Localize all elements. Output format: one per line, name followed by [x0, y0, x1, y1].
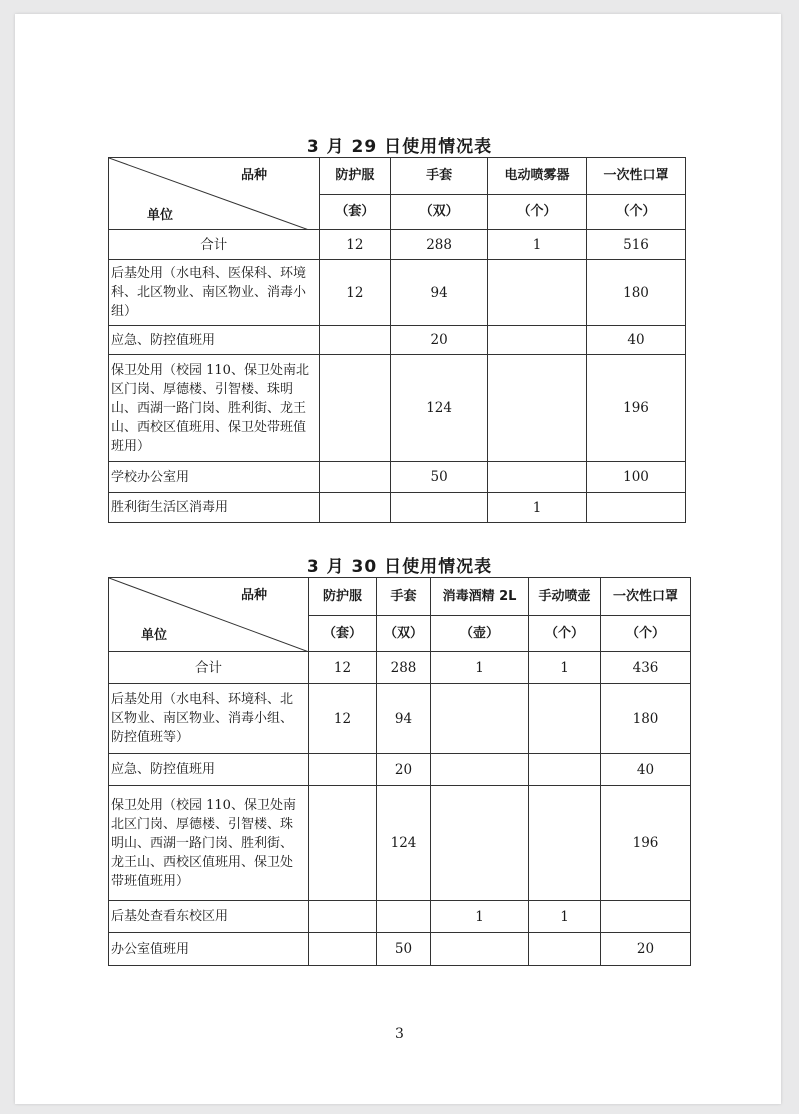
table-row — [109, 786, 691, 901]
table-cell — [488, 355, 587, 462]
table-cell — [488, 326, 587, 355]
usage-table-mar30 — [108, 577, 691, 966]
table-cell: 50 — [391, 462, 488, 493]
row-label: 保卫处用（校园 110、保卫处南北区门岗、厚德楼、引智楼、珠明山、西湖一路门岗、胜利街、龙王山、西校区值班用、保卫处带班值班用） — [109, 355, 320, 462]
table1-title: 3 月 29 日使用情况表 — [306, 137, 493, 157]
col-header: 消毒酒精 2L — [431, 578, 529, 616]
table-cell — [319, 355, 391, 462]
table-cell — [431, 754, 529, 786]
table-row — [109, 933, 691, 966]
col-unit: （个） — [587, 195, 686, 230]
table-cell — [309, 901, 377, 933]
table-cell — [529, 933, 601, 966]
col-unit: （个） — [529, 616, 601, 652]
table-cell: 94 — [377, 684, 431, 754]
col-header: 手套 — [391, 158, 488, 195]
table-row — [109, 326, 686, 355]
row-label: 后基处用（水电科、环境科、北区物业、南区物业、消毒小组、防控值班等） — [109, 684, 309, 754]
col-unit: （个） — [601, 616, 691, 652]
table-row — [109, 230, 686, 260]
table-cell: 1 — [431, 652, 529, 684]
table-cell — [529, 754, 601, 786]
row-label: 办公室值班用 — [109, 933, 309, 966]
row-label: 合计 — [109, 652, 309, 684]
table-cell: 180 — [601, 684, 691, 754]
table-cell — [319, 326, 391, 355]
table-cell — [309, 754, 377, 786]
corner-header — [109, 158, 320, 230]
table-cell: 288 — [391, 230, 488, 260]
table-header-row — [109, 578, 691, 616]
table-cell: 1 — [431, 901, 529, 933]
table-cell — [309, 933, 377, 966]
table-row — [109, 652, 691, 684]
row-label: 后基处查看东校区用 — [109, 901, 309, 933]
table-cell: 1 — [488, 230, 587, 260]
table-cell — [319, 462, 391, 493]
table-cell: 94 — [391, 260, 488, 326]
table-cell: 12 — [309, 684, 377, 754]
table-cell — [391, 493, 488, 523]
col-header: 防护服 — [309, 578, 377, 616]
table-cell: 50 — [377, 933, 431, 966]
table-cell — [488, 260, 587, 326]
table-cell: 1 — [529, 901, 601, 933]
table-cell — [529, 684, 601, 754]
table-cell — [601, 901, 691, 933]
table-row — [109, 462, 686, 493]
col-unit: （个） — [488, 195, 587, 230]
col-unit: （双） — [377, 616, 431, 652]
row-label: 合计 — [109, 230, 320, 260]
col-header: 手套 — [377, 578, 431, 616]
col-unit: （套） — [309, 616, 377, 652]
col-header: 电动喷雾器 — [488, 158, 587, 195]
corner-variety-label: 品种 — [241, 588, 268, 603]
table-cell — [587, 493, 686, 523]
corner-unit-label: 单位 — [147, 208, 174, 223]
table-cell: 12 — [319, 260, 391, 326]
table-cell — [377, 901, 431, 933]
table-cell: 40 — [601, 754, 691, 786]
diagonal-line — [109, 578, 309, 652]
table-cell: 100 — [587, 462, 686, 493]
row-label: 学校办公室用 — [109, 462, 320, 493]
table-cell — [319, 493, 391, 523]
table-cell: 20 — [377, 754, 431, 786]
table-cell: 20 — [391, 326, 488, 355]
table-header-row — [109, 158, 686, 195]
table-cell: 12 — [319, 230, 391, 260]
table-cell: 288 — [377, 652, 431, 684]
table-row — [109, 355, 686, 462]
table-cell — [431, 933, 529, 966]
table-cell: 180 — [587, 260, 686, 326]
corner-variety-label: 品种 — [241, 168, 268, 183]
table-cell — [488, 462, 587, 493]
row-label: 应急、防控值班用 — [109, 326, 320, 355]
table-cell: 12 — [309, 652, 377, 684]
table-cell: 40 — [587, 326, 686, 355]
diagonal-line — [109, 158, 309, 230]
table-row — [109, 684, 691, 754]
table-cell: 20 — [601, 933, 691, 966]
col-header: 防护服 — [319, 158, 391, 195]
corner-header — [109, 578, 309, 652]
col-unit: （壶） — [431, 616, 529, 652]
col-header: 一次性口罩 — [601, 578, 691, 616]
table-cell: 1 — [529, 652, 601, 684]
table-row — [109, 754, 691, 786]
row-label: 后基处用（水电科、医保科、环境科、北区物业、南区物业、消毒小组） — [109, 260, 320, 326]
table-cell — [309, 786, 377, 901]
col-header: 手动喷壶 — [529, 578, 601, 616]
table2-title: 3 月 30 日使用情况表 — [306, 557, 493, 577]
corner-unit-label: 单位 — [141, 628, 168, 643]
table-cell: 1 — [488, 493, 587, 523]
row-label: 应急、防控值班用 — [109, 754, 309, 786]
table-cell: 124 — [377, 786, 431, 901]
table-row — [109, 493, 686, 523]
table-cell: 196 — [587, 355, 686, 462]
table-cell: 124 — [391, 355, 488, 462]
table-cell — [529, 786, 601, 901]
col-unit: （双） — [391, 195, 488, 230]
row-label: 保卫处用（校园 110、保卫处南北区门岗、厚德楼、引智楼、珠明山、西湖一路门岗、胜利街、龙王山、西校区值班用、保卫处带班值班用） — [109, 786, 309, 901]
table-cell — [431, 684, 529, 754]
col-unit: （套） — [319, 195, 391, 230]
table-row — [109, 260, 686, 326]
table-row — [109, 901, 691, 933]
table-cell: 516 — [587, 230, 686, 260]
table-cell: 436 — [601, 652, 691, 684]
col-header: 一次性口罩 — [587, 158, 686, 195]
table-cell: 196 — [601, 786, 691, 901]
table-cell — [431, 786, 529, 901]
page-number: 3 — [395, 1026, 404, 1042]
usage-table-mar29 — [108, 157, 686, 523]
row-label: 胜利街生活区消毒用 — [109, 493, 320, 523]
